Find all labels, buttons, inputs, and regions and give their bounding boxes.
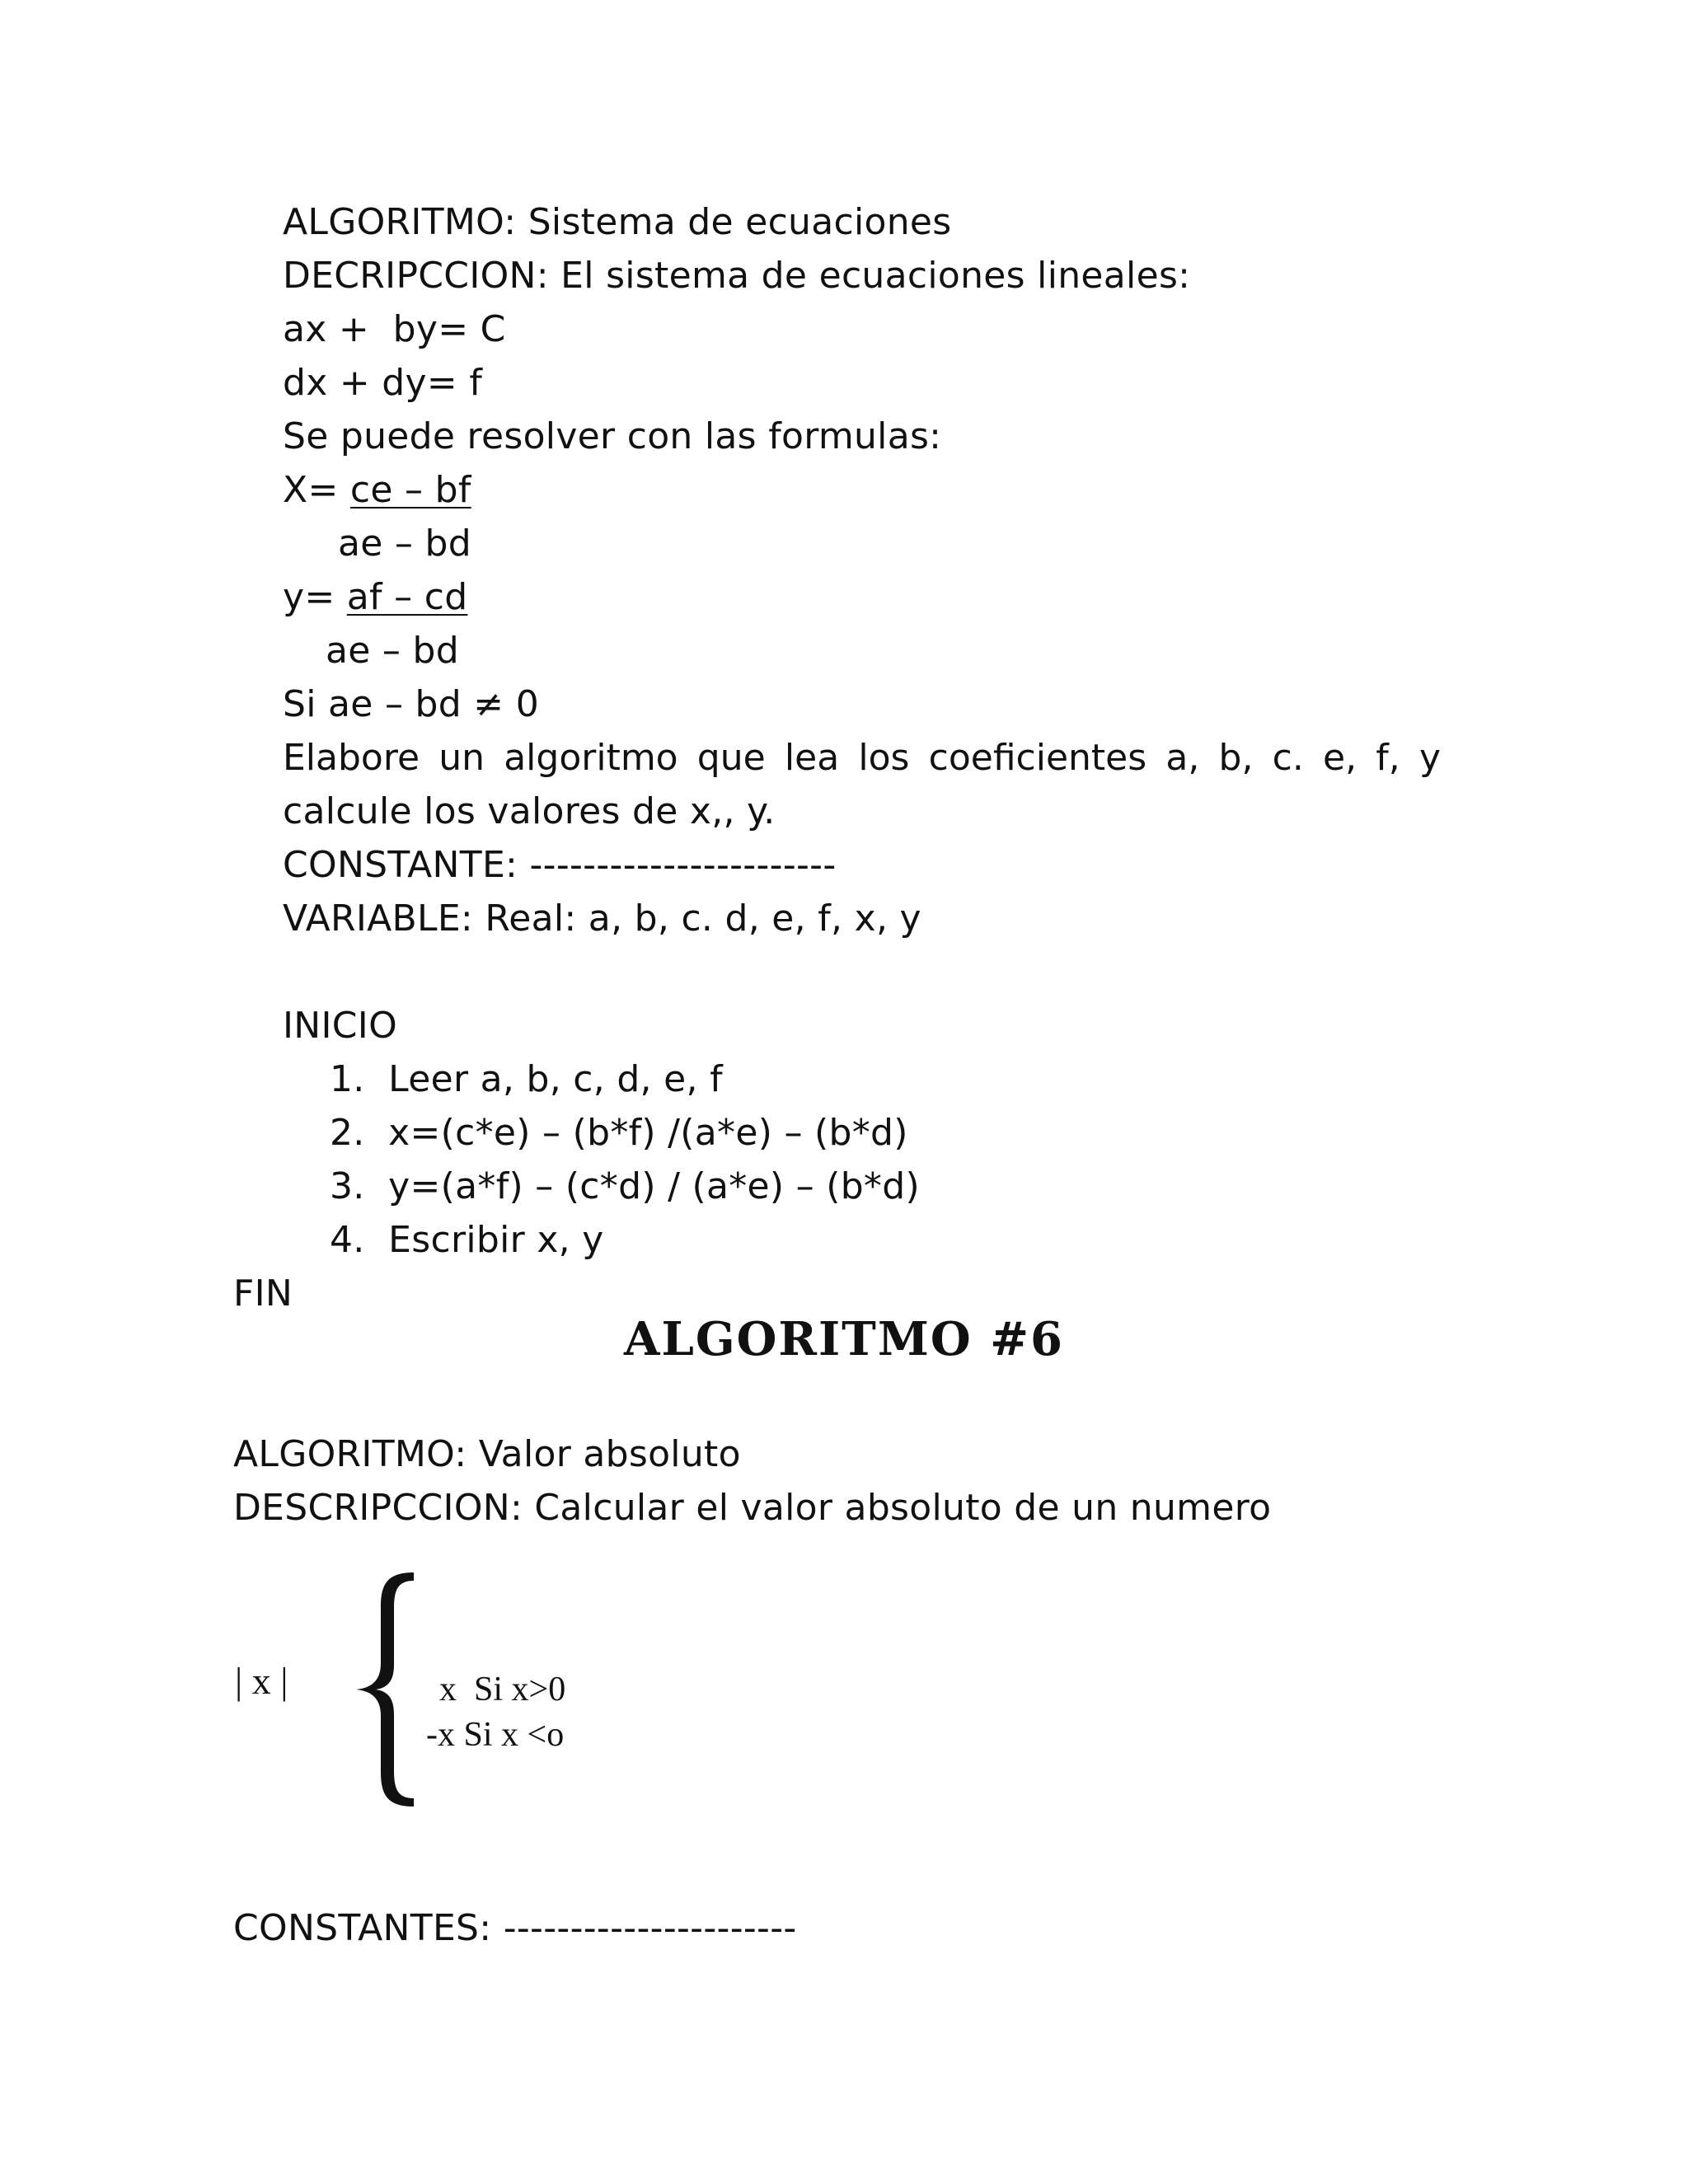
step-number: 3.	[330, 1165, 365, 1207]
section-heading: ALGORITMO #6	[624, 1312, 1064, 1366]
condition-text: Si ae – bd ≠ 0	[283, 683, 540, 725]
y-formula-label: y=	[283, 576, 347, 618]
algorithm-description: DECRIPCCION: El sistema de ecuaciones lineales:	[283, 255, 1191, 297]
step-text: x=(c*e) – (b*f) /(a*e) – (b*d)	[388, 1112, 908, 1154]
step-4	[330, 1216, 604, 1265]
x-formula-denominator: ae – bd	[338, 523, 471, 565]
task-line-1: Elabore un algoritmo que lea los coeficientes a, b, c. e, f, y	[283, 737, 1441, 779]
y-formula-numerator-line	[283, 573, 467, 622]
x-formula-numerator-line	[283, 466, 471, 515]
variable-declaration: VARIABLE: Real: a, b, c. d, e, f, x, y	[283, 898, 921, 940]
step-gap	[365, 1112, 389, 1154]
inicio-label: INICIO	[283, 1005, 397, 1047]
fin-label: FIN	[233, 1272, 293, 1315]
step-2	[330, 1108, 908, 1158]
algorithm-description: DESCRIPCCION: Calcular el valor absoluto de un numero	[233, 1487, 1272, 1529]
constants-declaration: CONSTANTES: ----------------------	[233, 1907, 797, 1949]
algorithm-title: ALGORITMO: Valor absoluto	[233, 1433, 741, 1475]
algorithm-title: ALGORITMO: Sistema de ecuaciones	[283, 201, 952, 243]
case-negative: -x Si x <o	[426, 1716, 565, 1754]
y-formula-numerator: af – cd	[346, 576, 468, 618]
x-formula-label: X=	[283, 469, 350, 511]
y-formula-denominator: ae – bd	[326, 630, 459, 672]
step-number: 4.	[330, 1219, 365, 1261]
constant-declaration: CONSTANTE: -----------------------	[283, 844, 837, 886]
curly-brace-icon	[338, 1566, 429, 1813]
step-text: Leer a, b, c, d, e, f	[388, 1058, 723, 1100]
formulas-intro: Se puede resolver con las formulas:	[283, 415, 942, 457]
step-gap	[365, 1219, 389, 1261]
step-3	[330, 1162, 920, 1212]
equation-1: ax + by= C	[283, 308, 506, 350]
task-line-2: calcule los valores de x,, y.	[283, 790, 776, 832]
step-gap	[365, 1058, 389, 1100]
case-positive: x Si x>0	[439, 1671, 566, 1708]
step-1	[330, 1055, 723, 1104]
absolute-value-expression: | x |	[235, 1660, 288, 1702]
step-gap	[365, 1165, 389, 1207]
step-number: 2.	[330, 1112, 365, 1154]
step-number: 1.	[330, 1058, 365, 1100]
step-text: y=(a*f) – (c*d) / (a*e) – (b*d)	[388, 1165, 920, 1207]
step-text: Escribir x, y	[388, 1219, 604, 1261]
x-formula-numerator: ce – bf	[349, 469, 471, 511]
equation-2: dx + dy= f	[283, 362, 483, 404]
